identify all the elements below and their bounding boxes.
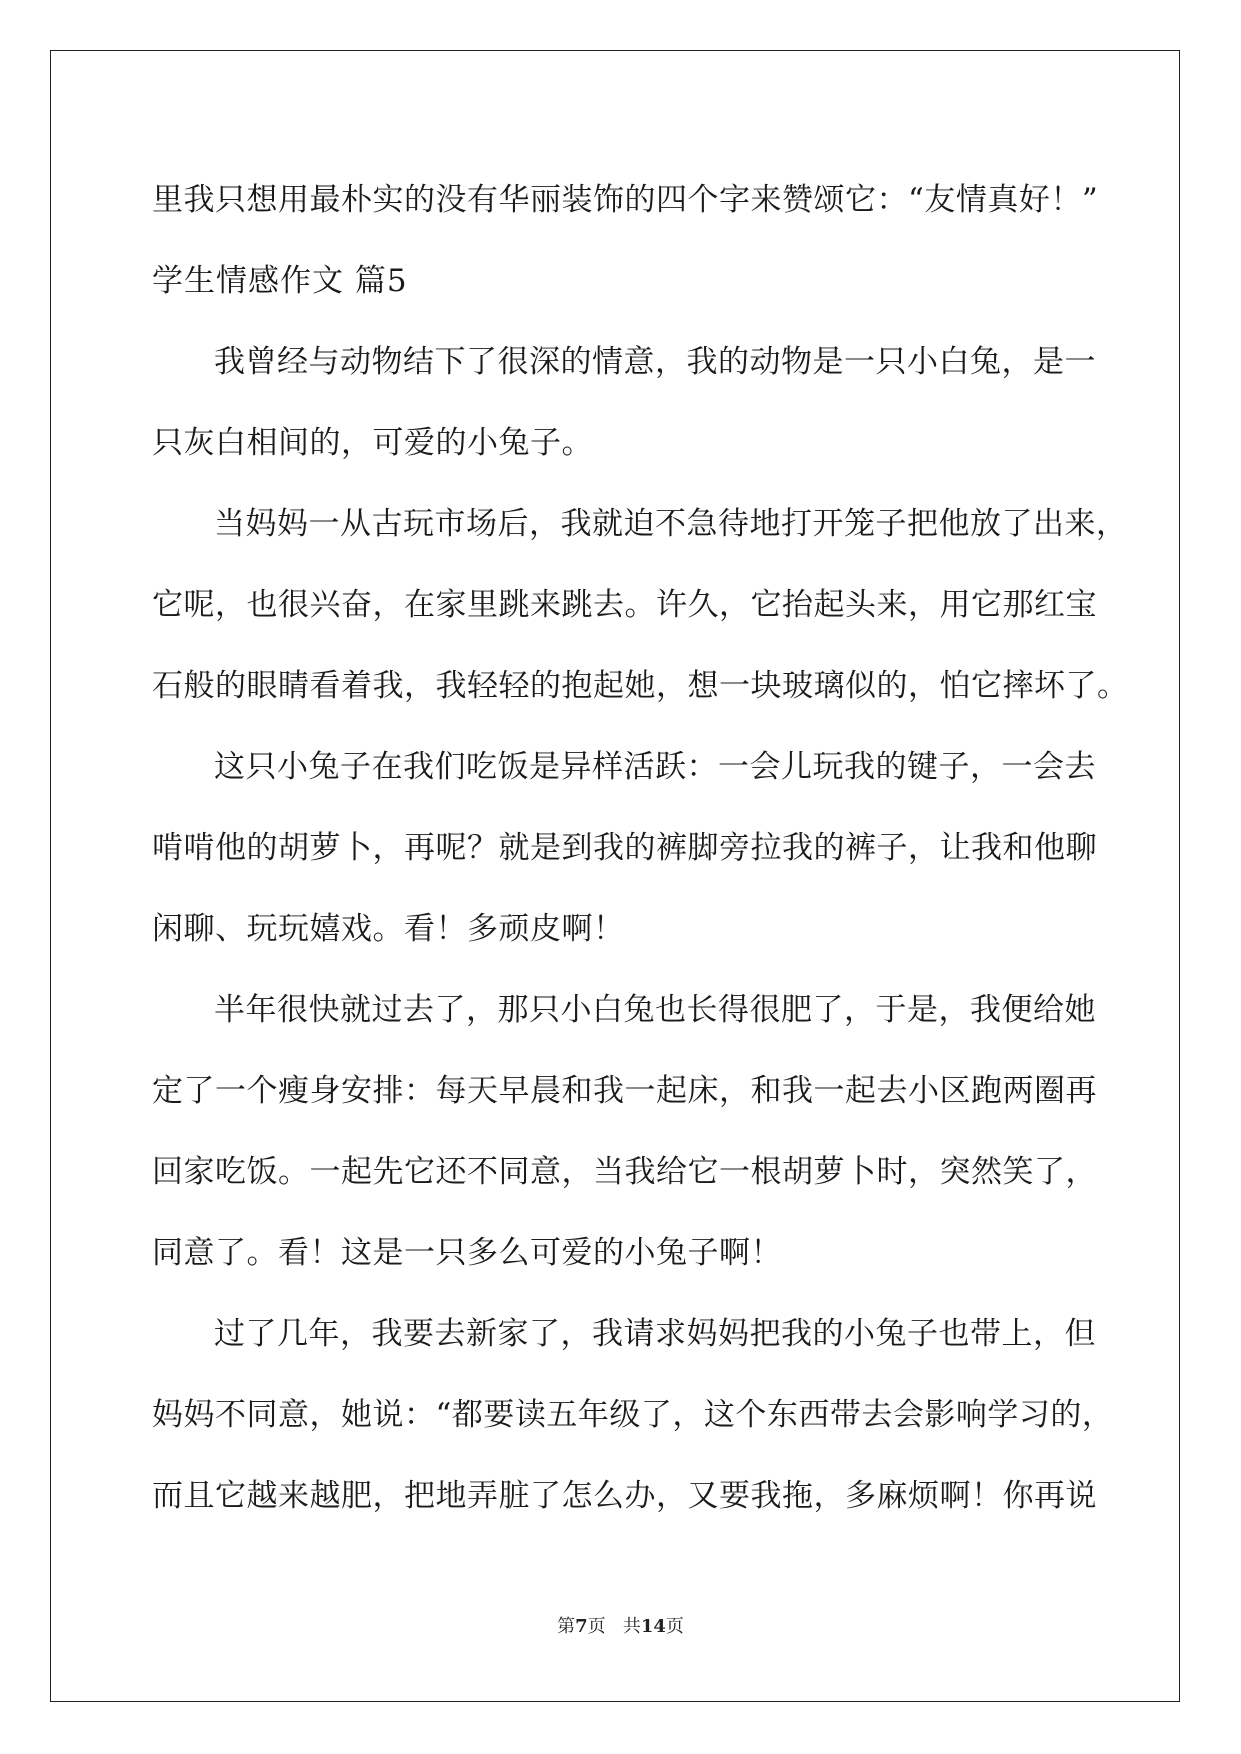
text-line-5: 当妈妈一从古玩市场后，我就迫不急待地打开笼子把他放了出来， xyxy=(214,506,1128,542)
section-heading: 学生情感作文 篇5 xyxy=(152,263,408,299)
text-line-15: 过了几年，我要去新家了，我请求妈妈把我的小兔子也带上，但 xyxy=(214,1316,1096,1352)
text-line-9: 啃啃他的胡萝卜，再呢？就是到我的裤脚旁拉我的裤子，让我和他聊 xyxy=(152,830,1097,866)
text-line-4: 只灰白相间的，可爱的小兔子。 xyxy=(152,425,593,461)
footer-total-suffix: 页 xyxy=(665,1616,684,1637)
text-line-1: 里我只想用最朴实的没有华丽装饰的四个字来赞颂它：“友情真好！” xyxy=(152,182,1099,218)
text-line-17: 而且它越来越肥，把地弄脏了怎么办，又要我拖，多麻烦啊！你再说 xyxy=(152,1478,1097,1514)
document-body xyxy=(152,160,1129,1537)
current-page-number: 7 xyxy=(575,1616,588,1637)
text-line-12: 定了一个瘦身安排：每天早晨和我一起床，和我一起去小区跑两圈再 xyxy=(152,1073,1097,1109)
text-line-6: 它呢，也很兴奋，在家里跳来跳去。许久，它抬起头来，用它那红宝 xyxy=(152,587,1097,623)
total-page-number: 14 xyxy=(640,1616,666,1637)
text-line-16: 妈妈不同意，她说：“都要读五年级了，这个东西带去会影响学习的， xyxy=(152,1397,1114,1433)
text-line-14: 同意了。看！这是一只多么可爱的小兔子啊！ xyxy=(152,1235,782,1271)
text-line-7: 石般的眼睛看着我，我轻轻的抱起她，想一块玻璃似的，怕它摔坏了。 xyxy=(152,668,1129,704)
text-line-13: 回家吃饭。一起先它还不同意，当我给它一根胡萝卜时，突然笑了， xyxy=(152,1154,1097,1190)
page-footer xyxy=(0,1612,1241,1638)
text-line-10: 闲聊、玩玩嬉戏。看！多顽皮啊！ xyxy=(152,911,625,947)
text-line-11: 半年很快就过去了，那只小白兔也长得很肥了，于是，我便给她 xyxy=(214,992,1096,1028)
footer-prefix: 第 xyxy=(557,1616,576,1637)
text-line-3: 我曾经与动物结下了很深的情意，我的动物是一只小白兔，是一 xyxy=(214,344,1096,380)
footer-total-prefix: 共 xyxy=(622,1616,641,1637)
footer-page-suffix: 页 xyxy=(587,1616,606,1637)
text-line-8: 这只小兔子在我们吃饭是异样活跃：一会儿玩我的键子，一会去 xyxy=(214,749,1096,785)
